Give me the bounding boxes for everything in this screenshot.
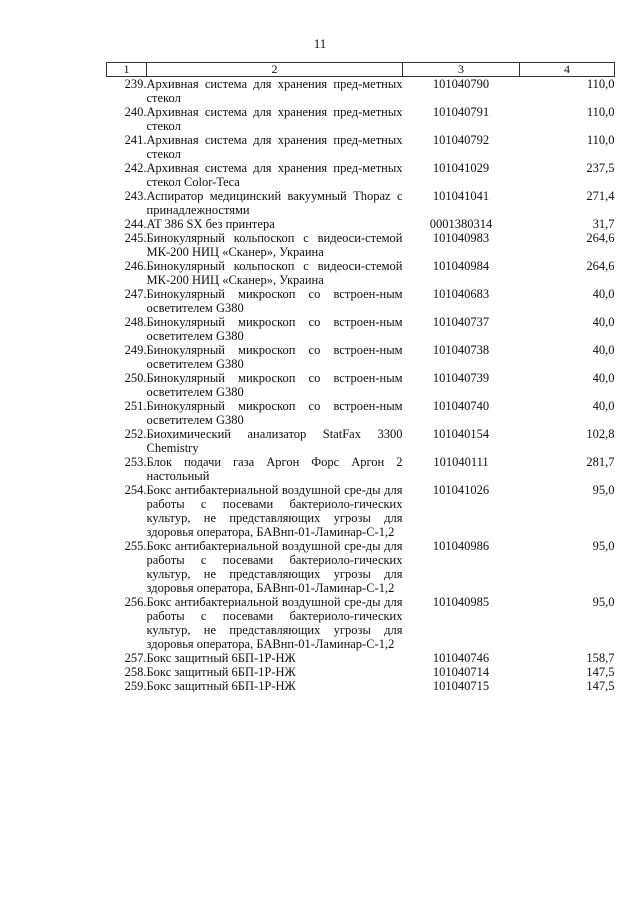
- row-number: 257.: [124, 651, 147, 665]
- item-name: Архивная система для хранения пред-метных стекол: [146, 133, 403, 161]
- item-price: 147,5: [586, 665, 615, 679]
- item-name: Бинокулярный микроскоп со встроен-ным осветителем G380: [146, 315, 403, 343]
- item-price: 95,0: [592, 539, 615, 553]
- table-row: [107, 343, 615, 371]
- table-row: [107, 217, 615, 231]
- row-number: 250.: [124, 371, 147, 385]
- item-name: Архивная система для хранения пред-метных стекол: [146, 77, 403, 105]
- inventory-code: 101040746: [432, 651, 490, 665]
- item-price: 281,7: [586, 455, 615, 469]
- item-price: 31,7: [592, 217, 615, 231]
- table-header: [107, 63, 615, 77]
- item-name: Архивная система для хранения пред-метных стекол: [146, 105, 403, 133]
- inventory-code: 101041029: [432, 161, 490, 175]
- column-header-price: 4: [520, 63, 615, 77]
- table-row: [107, 665, 615, 679]
- item-price: 264,6: [586, 231, 615, 245]
- item-name: Бинокулярный кольпоскоп с видеоси-стемой МК-200 НИЦ «Сканер», Украина: [146, 231, 403, 259]
- item-name: Архивная система для хранения пред-метных стекол Color-Teca: [146, 161, 403, 189]
- item-name: Блок подачи газа Аргон Форс Аргон 2 настольный: [146, 455, 403, 483]
- inventory-code: 101040714: [432, 665, 490, 679]
- item-price: 95,0: [592, 483, 615, 497]
- inventory-code: 101040740: [432, 399, 490, 413]
- item-price: 95,0: [592, 595, 615, 609]
- table-row: [107, 77, 615, 106]
- inventory-code: 101040790: [432, 77, 490, 91]
- item-price: 237,5: [586, 161, 615, 175]
- inventory-code: 101041026: [432, 483, 490, 497]
- item-price: 147,5: [586, 679, 615, 693]
- item-name: Бокс антибактериальной воздушной сре-ды для работы с посевами бактериоло-гических культур, не представляющих угрозы для здоровья оператора, БАВнп-01-Ламинар-С-1,2: [146, 539, 403, 595]
- item-name: Бинокулярный микроскоп со встроен-ным осветителем G380: [146, 343, 403, 371]
- inventory-code: 101040986: [432, 539, 490, 553]
- item-price: 110,0: [586, 133, 615, 147]
- table-row: [107, 483, 615, 539]
- item-price: 110,0: [586, 77, 615, 91]
- row-number: 259.: [124, 679, 147, 693]
- table-row: [107, 161, 615, 189]
- inventory-code: 101040111: [433, 455, 489, 469]
- inventory-code: 101040983: [432, 231, 490, 245]
- table-row: [107, 595, 615, 651]
- inventory-code: 101040738: [432, 343, 490, 357]
- table-row: [107, 679, 615, 693]
- row-number: 243.: [124, 189, 147, 203]
- item-name: Бинокулярный микроскоп со встроен-ным осветителем G380: [146, 371, 403, 399]
- item-price: 102,8: [586, 427, 615, 441]
- item-price: 40,0: [592, 343, 615, 357]
- row-number: 248.: [124, 315, 147, 329]
- table-row: [107, 287, 615, 315]
- item-price: 40,0: [592, 399, 615, 413]
- page-number: 11: [313, 36, 327, 51]
- item-name: Бинокулярный кольпоскоп с видеоси-стемой МК-200 НИЦ «Сканер», Украина: [146, 259, 403, 287]
- row-number: 249.: [124, 343, 147, 357]
- item-name: Бокс защитный 6БП-1Р-НЖ: [146, 679, 296, 693]
- table-row: [107, 399, 615, 427]
- item-name: Бокс антибактериальной воздушной сре-ды для работы с посевами бактериоло-гических культур, не представляющих угрозы для здоровья оператора, БАВнп-01-Ламинар-С-1,2: [146, 595, 403, 651]
- item-name: Бинокулярный микроскоп со встроен-ным осветителем G380: [146, 287, 403, 315]
- row-number: 252.: [124, 427, 147, 441]
- inventory-code: 101040739: [432, 371, 490, 385]
- table-row: [107, 455, 615, 483]
- item-price: 158,7: [586, 651, 615, 665]
- row-number: 253.: [124, 455, 147, 469]
- item-name: Бокс антибактериальной воздушной сре-ды для работы с посевами бактериоло-гических культур, не представляющих угрозы для здоровья оператора, БАВнп-01-Ламинар-С-1,2: [146, 483, 403, 539]
- inventory-code: 101040715: [432, 679, 490, 693]
- item-name: Бокс защитный 6БП-1Р-НЖ: [146, 651, 296, 665]
- table-row: [107, 315, 615, 343]
- row-number: 239.: [124, 77, 147, 91]
- row-number: 241.: [124, 133, 147, 147]
- row-number: 254.: [124, 483, 147, 497]
- item-price: 110,0: [586, 105, 615, 119]
- table-row: [107, 427, 615, 455]
- inventory-code: 101040154: [432, 427, 490, 441]
- item-name: Бинокулярный микроскоп со встроен-ным осветителем G380: [146, 399, 403, 427]
- row-number: 244.: [124, 217, 147, 231]
- inventory-code: 101040791: [432, 105, 490, 119]
- item-price: 40,0: [592, 371, 615, 385]
- inventory-code: 101040984: [432, 259, 490, 273]
- table-row: [107, 231, 615, 259]
- inventory-code: 101040683: [432, 287, 490, 301]
- column-header-code: 3: [403, 63, 520, 77]
- inventory-code: 0001380314: [429, 217, 493, 231]
- item-name: AT 386 SX без принтера: [146, 217, 275, 231]
- row-number: 245.: [124, 231, 147, 245]
- row-number: 246.: [124, 259, 147, 273]
- item-price: 271,4: [586, 189, 615, 203]
- row-number: 247.: [124, 287, 147, 301]
- table-body: [107, 77, 615, 694]
- item-price: 40,0: [592, 287, 615, 301]
- table-row: [107, 371, 615, 399]
- row-number: 242.: [124, 161, 147, 175]
- table-header-row: [107, 63, 615, 77]
- table-row: [107, 105, 615, 133]
- table-row: [107, 259, 615, 287]
- row-number: 240.: [124, 105, 147, 119]
- inventory-code: 101040792: [432, 133, 490, 147]
- column-header-name: 2: [147, 63, 403, 77]
- inventory-code: 101041041: [432, 189, 490, 203]
- row-number: 255.: [124, 539, 147, 553]
- table-row: [107, 189, 615, 217]
- table-row: [107, 133, 615, 161]
- column-header-number: 1: [107, 63, 147, 77]
- row-number: 258.: [124, 665, 147, 679]
- table-row: [107, 651, 615, 665]
- item-name: Бокс защитный 6БП-1Р-НЖ: [146, 665, 296, 679]
- inventory-code: 101040985: [432, 595, 490, 609]
- inventory-code: 101040737: [432, 315, 490, 329]
- row-number: 251.: [124, 399, 147, 413]
- item-price: 264,6: [586, 259, 615, 273]
- item-name: Биохимический анализатор StatFax 3300 Chemistry: [146, 427, 403, 455]
- item-name: Аспиратор медицинский вакуумный Thopaz с принадлежностями: [146, 189, 403, 217]
- row-number: 256.: [124, 595, 147, 609]
- inventory-table: [106, 62, 615, 693]
- table-row: [107, 539, 615, 595]
- item-price: 40,0: [592, 315, 615, 329]
